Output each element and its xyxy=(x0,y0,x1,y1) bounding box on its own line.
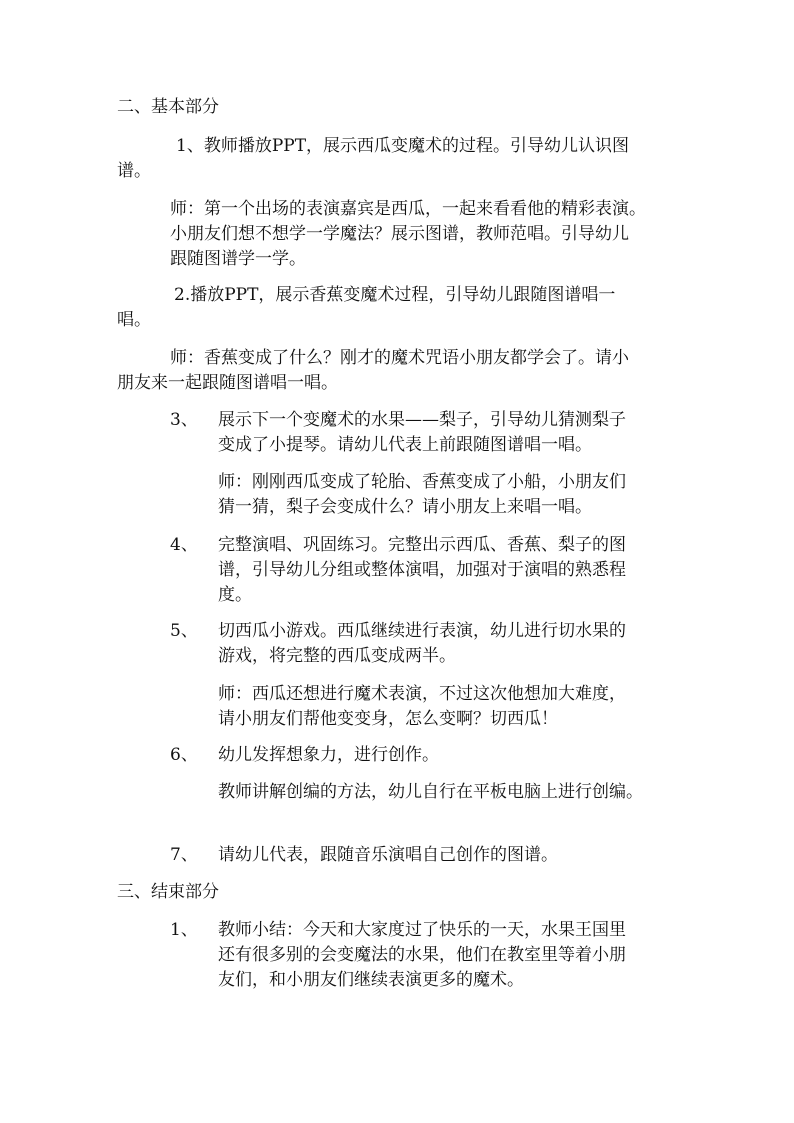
paragraph-line: 2.播放PPT，展示香蕉变魔术过程，引导幼儿跟随图谱唱一 xyxy=(174,285,616,305)
section-heading-ending: 三、结束部分 xyxy=(117,882,219,902)
teacher-line: 师：刚刚西瓜变成了轮胎、香蕉变成了小船，小朋友们 xyxy=(218,472,626,492)
paragraph-line: 唱。 xyxy=(117,310,151,330)
list-item-line: 完整演唱、巩固练习。完整出示西瓜、香蕉、梨子的图 xyxy=(218,535,626,555)
list-number: 7、 xyxy=(170,845,198,865)
paragraph-line: 谱。 xyxy=(117,161,151,181)
list-item-line: 谱，引导幼儿分组或整体演唱，加强对于演唱的熟悉程 xyxy=(218,560,626,580)
teacher-line: 师：西瓜还想进行魔术表演，不过这次他想加大难度， xyxy=(218,684,626,704)
list-item-line: 请幼儿代表，跟随音乐演唱自己创作的图谱。 xyxy=(218,845,558,865)
list-item-line: 幼儿发挥想象力，进行创作。 xyxy=(218,745,439,765)
list-item-line: 友们，和小朋友们继续表演更多的魔术。 xyxy=(218,970,524,990)
teacher-line: 猜一猜，梨子会变成什么？请小朋友上来唱一唱。 xyxy=(218,497,592,517)
list-number: 4、 xyxy=(170,535,198,555)
teacher-line: 小朋友们想不想学一学魔法？展示图谱，教师范唱。引导幼儿 xyxy=(170,224,629,244)
teacher-line: 师：第一个出场的表演嘉宾是西瓜，一起来看看他的精彩表演。 xyxy=(170,199,646,219)
list-item-line: 变成了小提琴。请幼儿代表上前跟随图谱唱一唱。 xyxy=(218,435,592,455)
list-item-line: 游戏，将完整的西瓜变成两半。 xyxy=(218,646,456,666)
list-item-line: 教师小结：今天和大家度过了快乐的一天，水果王国里 xyxy=(218,920,626,940)
list-item-line: 切西瓜小游戏。西瓜继续进行表演，幼儿进行切水果的 xyxy=(218,621,626,641)
teacher-line: 师：香蕉变成了什么？刚才的魔术咒语小朋友都学会了。请小 xyxy=(170,348,629,368)
teacher-line: 请小朋友们帮他变变身，怎么变啊？切西瓜！ xyxy=(218,709,558,729)
list-number: 6、 xyxy=(170,745,198,765)
list-item-line: 还有很多别的会变魔法的水果，他们在教室里等着小朋 xyxy=(218,945,626,965)
section-heading-basic: 二、基本部分 xyxy=(117,97,219,117)
list-item-line: 度。 xyxy=(218,585,252,605)
paragraph-line: 1、教师播放PPT，展示西瓜变魔术的过程。引导幼儿认识图 xyxy=(176,136,630,156)
teacher-line: 朋友来一起跟随图谱唱一唱。 xyxy=(117,373,338,393)
list-number: 1、 xyxy=(170,920,198,940)
list-number: 3、 xyxy=(170,410,198,430)
teacher-line: 跟随图谱学一学。 xyxy=(170,249,306,269)
list-number: 5、 xyxy=(170,621,198,641)
list-item-line: 展示下一个变魔术的水果——梨子，引导幼儿猜测梨子 xyxy=(218,410,626,430)
detail-line: 教师讲解创编的方法，幼儿自行在平板电脑上进行创编。 xyxy=(218,782,643,802)
